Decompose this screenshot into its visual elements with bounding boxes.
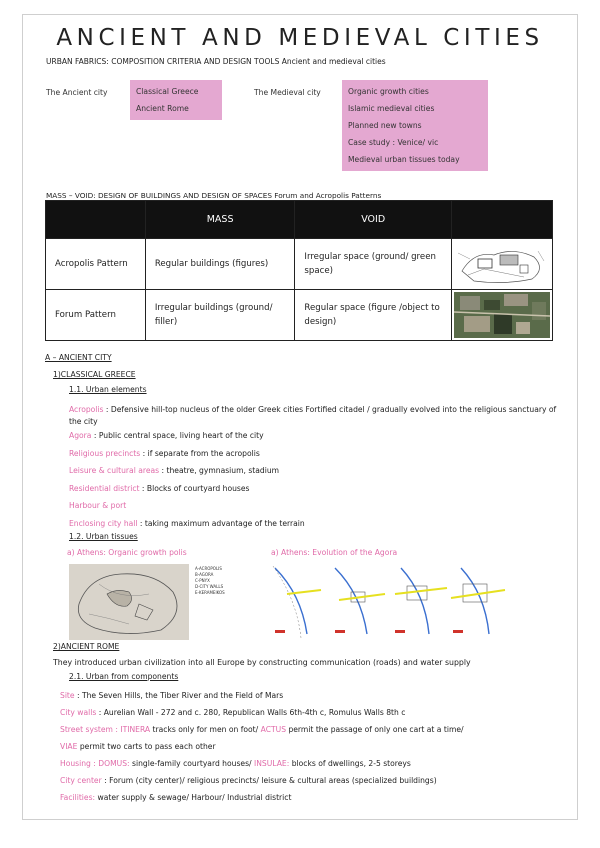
ancient-item: Ancient Rome (136, 104, 189, 113)
forum-aerial-image (451, 290, 552, 341)
subtitle: URBAN FABRICS: COMPOSITION CRITERIA AND DESIGN TOOLS Ancient and medieval cities (46, 57, 386, 66)
element-desc: if separate from the acropolis (147, 448, 260, 458)
agora-evolution-images (271, 564, 507, 640)
element-item: Residential district : Blocks of courtyard houses (69, 483, 250, 493)
legend-item: A-ACROPOLIS (195, 566, 222, 571)
element-term: Residential district (69, 483, 140, 493)
athens-legend (195, 566, 225, 596)
table-header-cell (46, 201, 146, 239)
element-item: Acropolis : Defensive hill-top nucleus of the older Greek cities Fortified citadel / gradually evolved into the religious sanctuary of the city (69, 405, 557, 426)
medieval-item: Planned new towns (348, 121, 422, 130)
element-term: Harbour & port (69, 501, 127, 510)
legend-item: E-KERAMEIKOS (195, 590, 225, 595)
row-name: Acropolis Pattern (46, 239, 146, 290)
element-term: Religious precincts (69, 448, 141, 458)
medieval-item: Organic growth cities (348, 87, 429, 96)
row-void: Irregular space (ground/ green space) (295, 239, 452, 290)
table-row (46, 239, 553, 290)
medieval-city-box (342, 80, 488, 171)
legend-item: C-PNYX (195, 578, 210, 583)
urban-elements-list (69, 404, 559, 529)
element-desc: Defensive hill-top nucleus of the older Greek cities Fortified citadel / gradually evolved into the religious sanctuary of the city (69, 405, 557, 426)
rome-street: Street system : ITINERA tracks only for men on foot/ ACTUS permit the passage of only one cart at a time/ (60, 725, 464, 734)
medieval-item: Islamic medieval cities (348, 104, 435, 113)
mass-void-heading: MASS – VOID: DESIGN OF BUILDINGS AND DESIGN OF SPACES Forum and Acropolis Patterns (46, 191, 382, 200)
mass-void-table (45, 200, 553, 341)
document-page (22, 14, 578, 820)
rome-viae: VIAE permit two carts to pass each other (60, 742, 216, 751)
classical-greece-heading: 1)CLASSICAL GREECE (53, 370, 136, 379)
rome-housing: Housing : DOMUS: single-family courtyard houses/ INSULAE: blocks of dwellings, 2-5 storeys (60, 759, 411, 768)
element-desc: Public central space, living heart of the city (98, 431, 264, 440)
table-header-cell (451, 201, 552, 239)
element-term: Agora (69, 431, 92, 440)
section-a-heading: A – ANCIENT CITY (45, 353, 112, 362)
element-desc: theatre, gymnasium, stadium (166, 466, 280, 475)
element-desc: Blocks of courtyard houses (146, 483, 250, 493)
urban-components-heading: 2.1. Urban from components (69, 672, 179, 681)
acropolis-plan-image (451, 239, 552, 290)
element-term: Acropolis (69, 405, 104, 414)
medieval-item: Medieval urban tissues today (348, 155, 460, 164)
ancient-city-label: The Ancient city (46, 88, 108, 97)
athens-sketch-image (69, 564, 189, 640)
table-row (46, 290, 553, 341)
table-header-void: VOID (295, 201, 452, 239)
athens-agora-label: a) Athens: Evolution of the Agora (271, 548, 398, 557)
ancient-city-box (130, 80, 222, 120)
urban-elements-heading: 1.1. Urban elements (69, 385, 147, 394)
row-name: Forum Pattern (46, 290, 146, 341)
element-desc: taking maximum advantage of the terrain (144, 518, 305, 528)
rome-facilities: Facilities: water supply & sewage/ Harbour/ Industrial district (60, 793, 292, 802)
medieval-item: Case study : Venice/ vic (348, 138, 439, 147)
ancient-item: Classical Greece (136, 87, 199, 96)
element-item (69, 500, 559, 512)
element-item: Agora : Public central space, living heart of the city (69, 431, 264, 440)
page-title: ANCIENT AND MEDIEVAL CITIES (56, 25, 544, 51)
element-term: Enclosing city hall (69, 518, 138, 528)
table-header-row (46, 201, 553, 239)
rome-site: Site : The Seven Hills, the Tiber River and the Field of Mars (60, 691, 284, 700)
rome-intro: They introduced urban civilization into all Europe by constructing communication (roads) and water supply (53, 658, 471, 667)
medieval-city-label: The Medieval city (254, 88, 321, 97)
element-item: Enclosing city hall : taking maximum advantage of the terrain (69, 518, 305, 528)
urban-tissues-heading: 1.2. Urban tissues (69, 532, 138, 541)
element-item: Leisure & cultural areas : theatre, gymnasium, stadium (69, 466, 280, 475)
legend-item: B-AGORA (195, 572, 214, 577)
row-mass: Regular buildings (figures) (145, 239, 295, 290)
ancient-rome-heading: 2)ANCIENT ROME (53, 642, 120, 651)
rome-walls: City walls : Aurelian Wall - 272 and c. 280, Republican Walls 6th-4th c, Romulus Walls 8th c (60, 708, 406, 717)
rome-center: City center : Forum (city center)/ religious precincts/ leisure & cultural areas (specialized buildings) (60, 776, 437, 785)
row-void: Regular space (figure /object to design) (295, 290, 452, 341)
table-header-mass: MASS (145, 201, 295, 239)
legend-item: D-CITY WALLS (195, 584, 224, 589)
element-item: Religious precincts : if separate from the acropolis (69, 448, 260, 458)
element-term: Leisure & cultural areas (69, 466, 160, 475)
athens-organic-label: a) Athens: Organic growth polis (67, 548, 187, 557)
row-mass: Irregular buildings (ground/ filler) (145, 290, 295, 341)
